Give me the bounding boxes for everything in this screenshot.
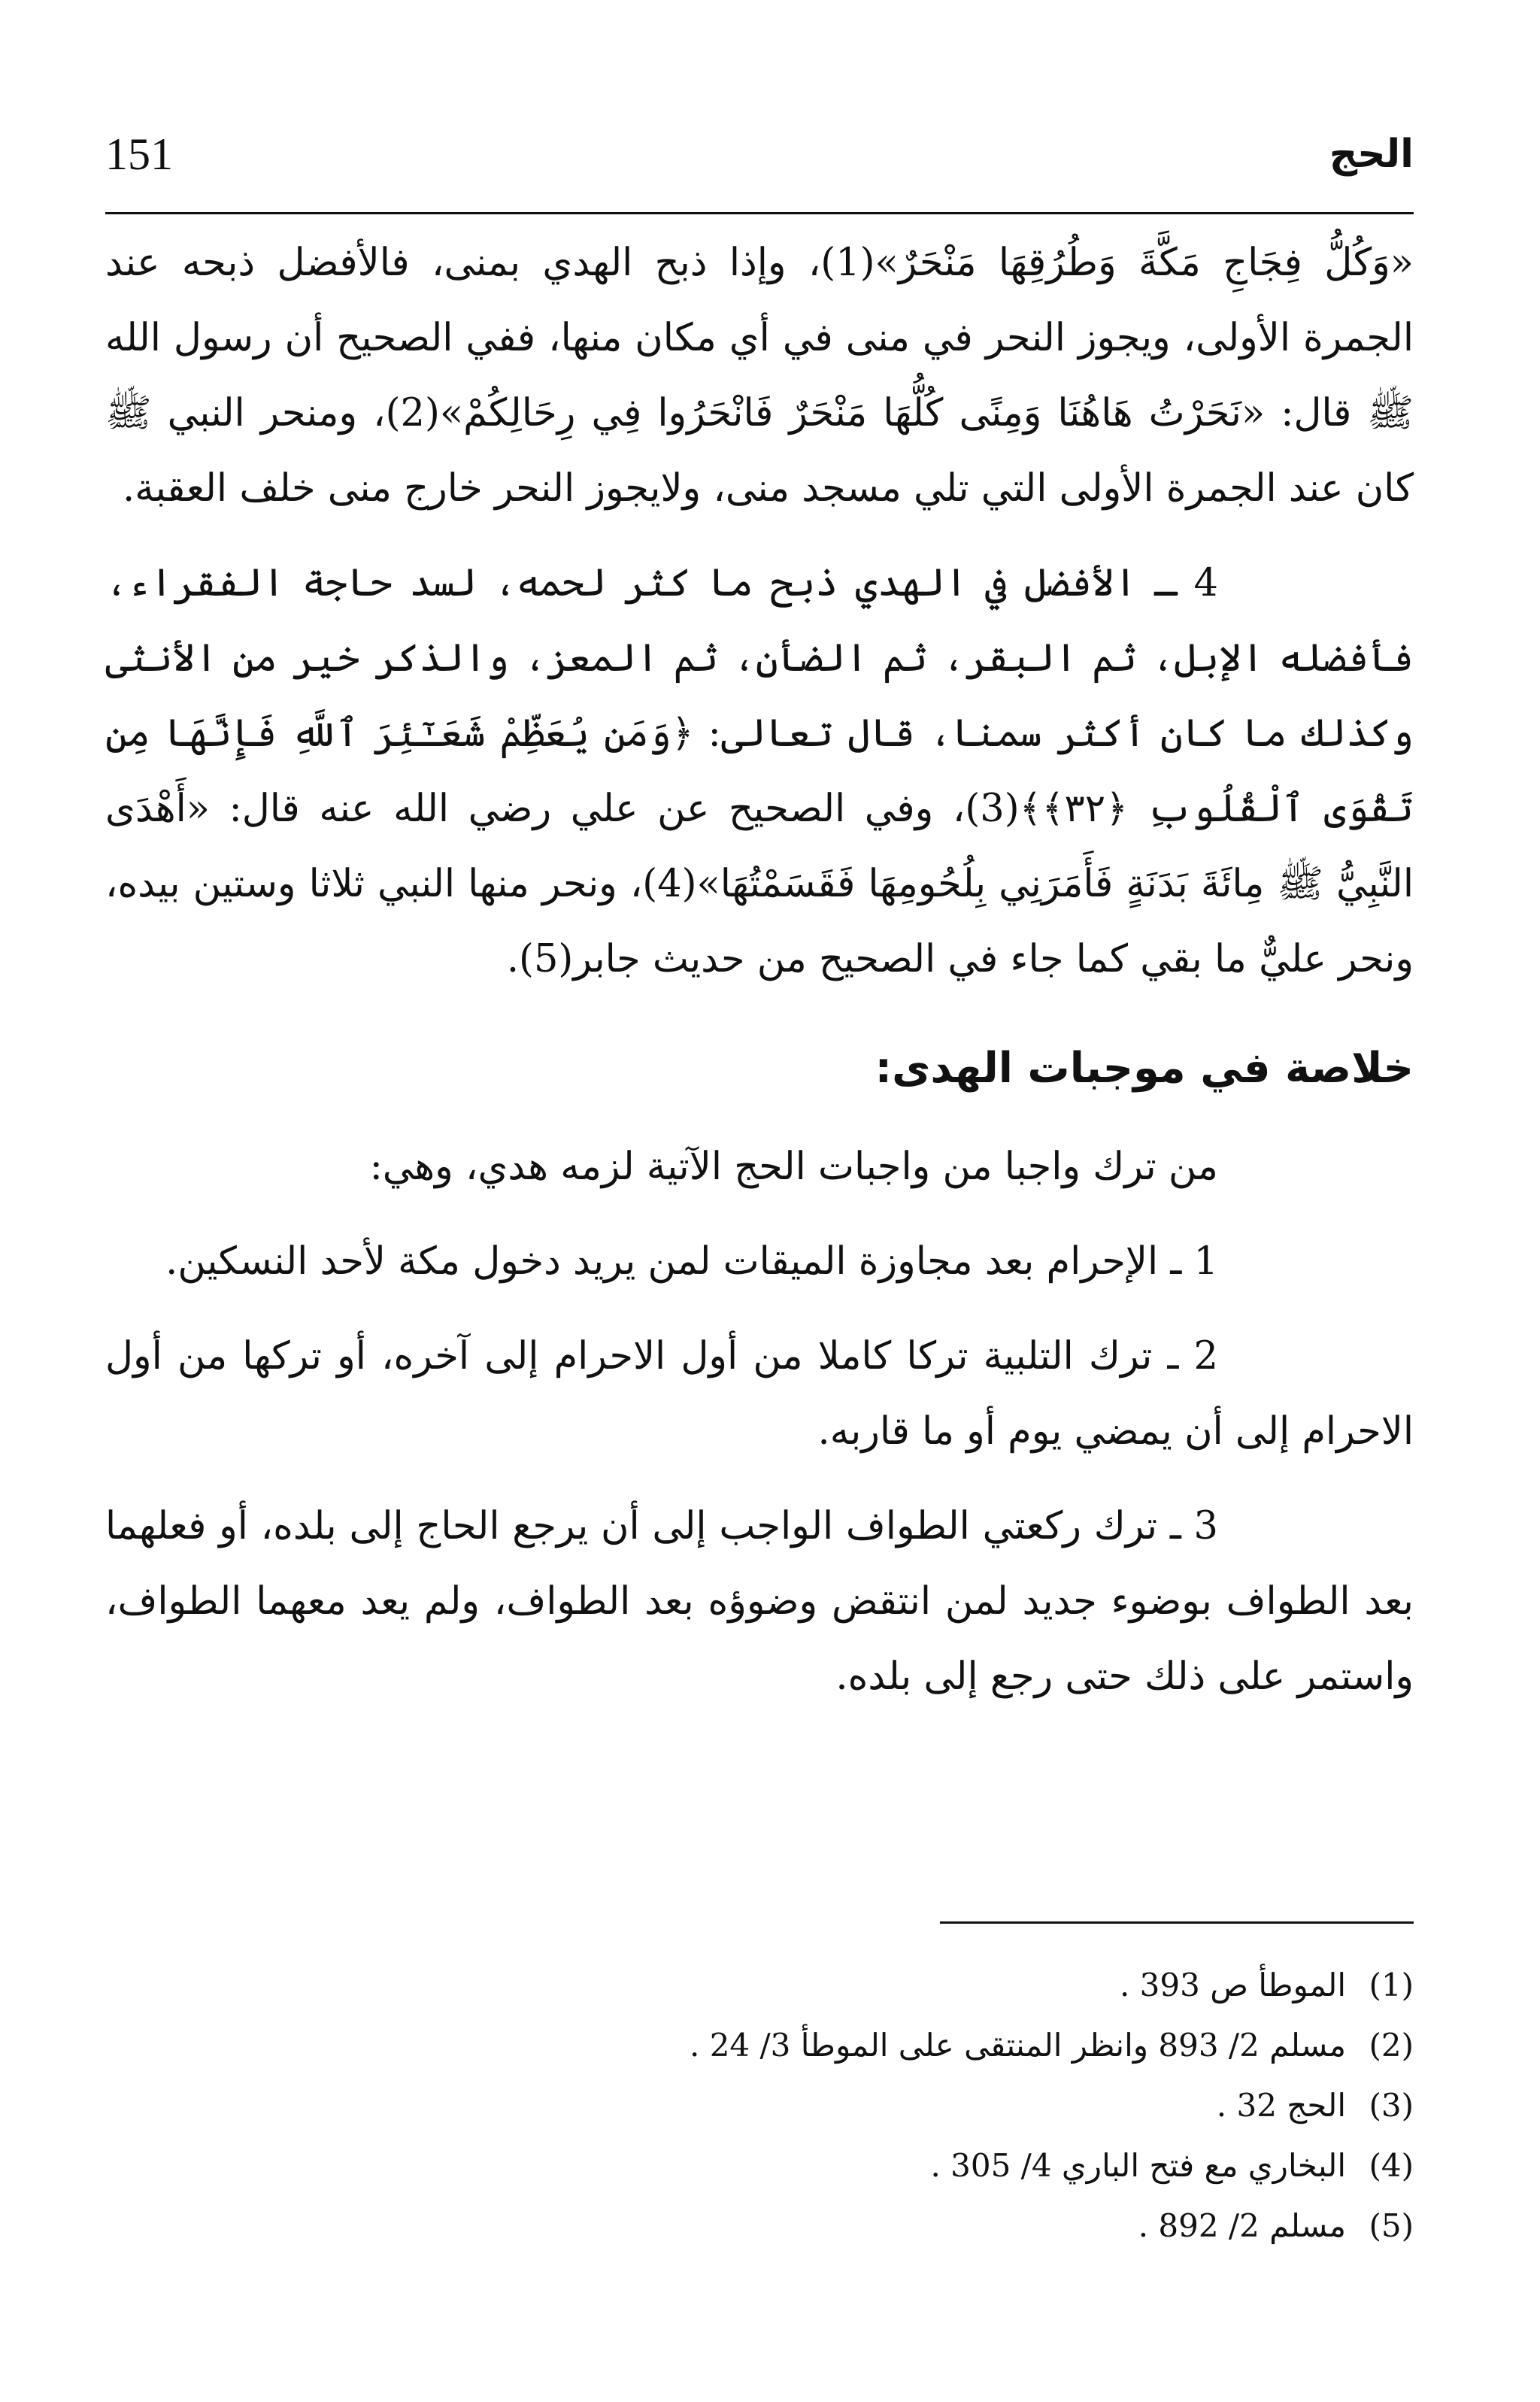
main-text — [105, 226, 1414, 1734]
running-title: الحج — [1329, 132, 1414, 177]
footnote-text: الموطأ ص 393 . — [1119, 1967, 1346, 2003]
footnote-number: (3) — [1369, 2087, 1414, 2124]
list-item: 2 ـ ترك التلبية تركا كاملا من أول الاحرام إلى آخره، أو تركها من أول الاحرام إلى أن يمضي يوم أو ما قاربه. — [105, 1334, 1414, 1454]
footnote-number: (1) — [1369, 1967, 1414, 2003]
paragraph-item-4: 4 ـ الأفضل في الهدي ذبح ما كثر لحمه، لسد حاجة الفقراء، فأفضله الإبل، ثم البقر، ثم الضأن، ثم المعز، والذكر خير من الأنثى وكذلك ما كان أكثر سمنا، قال تعالى: ﴿وَمَن يُعَظِّمْ شَعَـٰٓئِرَ ٱللَّهِ فَإِنَّهَا مِن تَقْوَى ٱلْقُلُوبِ ﴿٣٢﴾﴾(3)، وفي الصحيح عن علي رضي الله عنه قال: «أَهْدَى النَّبِيُّ ﷺ مِائَةَ بَدَنَةٍ فَأَمَرَنِي بِلُحُومِهَا فَقَسَمْتُهَا»(4)، ونحر منها النبي ثلاثا وستين بيده، ونحر عليٌّ ما بقي كما جاء في الصحيح من حديث جابر(5). — [105, 561, 1414, 981]
page-header — [105, 113, 1414, 196]
footnote-text: مسلم 2/ 893 وانظر المنتقى على الموطأ 3/ 24 . — [689, 2027, 1346, 2064]
page-number: 151 — [105, 129, 173, 179]
list-item: 1 ـ الإحرام بعد مجاوزة الميقات لمن يريد دخول مكة لأحد النسكين. — [165, 1239, 1218, 1284]
footnote — [105, 2136, 1414, 2196]
footnote-rule — [940, 1921, 1414, 1924]
footnotes — [105, 1955, 1414, 2256]
footnote-number: (2) — [1369, 2027, 1414, 2064]
section-heading: خلاصة في موجبات الهدى: — [875, 1044, 1414, 1093]
paragraph-continuation: «وَكُلُّ فِجَاجِ مَكَّةَ وَطُرُقِهَا مَنْحَرٌ»(1)، وإذا ذبح الهدي بمنى، فالأفضل ذبحه عند الجمرة الأولى، ويجوز النحر في منى في أي مكان منها، ففي الصحيح أن رسول الله ﷺ قال: «نَحَرْتُ هَاهُنَا وَمِنًى كُلُّهَا مَنْحَرٌ فَانْحَرُوا فِي رِحَالِكُمْ»(2)، ومنحر النبي ﷺ كان عند الجمرة الأولى التي تلي مسجد منى، ولايجوز النحر خارج منى خلف العقبة. — [105, 241, 1414, 511]
footnote-text: الحج 32 . — [1216, 2087, 1346, 2124]
footnote — [105, 2196, 1414, 2256]
header-rule — [105, 212, 1414, 214]
footnote — [105, 2076, 1414, 2136]
footnote-text: البخاري مع فتح الباري 4/ 305 . — [930, 2147, 1346, 2184]
footnote — [105, 1955, 1414, 2015]
list-item: 3 ـ ترك ركعتي الطواف الواجب إلى أن يرجع الحاج إلى بلده، أو فعلهما بعد الطواف بوضوء جديد لمن انتقض وضوؤه بعد الطواف، ولم يعد معهما الطواف، واستمر على ذلك حتى رجع إلى بلده. — [105, 1504, 1414, 1699]
footnote-text: مسلم 2/ 892 . — [1138, 2207, 1346, 2244]
section-intro: من ترك واجبا من واجبات الحج الآتية لزمه هدي، وهي: — [369, 1145, 1218, 1189]
footnote-number: (4) — [1369, 2147, 1414, 2184]
footnote — [105, 2015, 1414, 2076]
footnote-number: (5) — [1369, 2207, 1414, 2244]
